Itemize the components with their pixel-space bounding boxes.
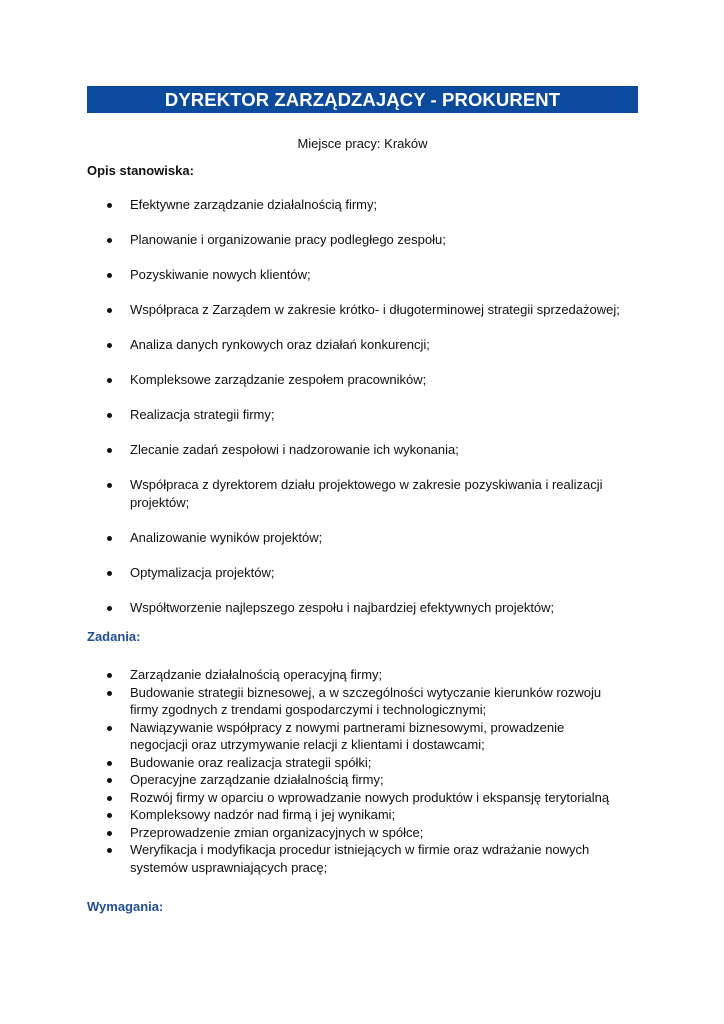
job-title-banner xyxy=(87,86,638,113)
list-item: Analizowanie wyników projektów; xyxy=(105,529,645,547)
list-item: Kompleksowe zarządzanie zespołem pracowników; xyxy=(105,371,645,389)
list-item: Efektywne zarządzanie działalnością firmy; xyxy=(105,196,645,214)
list-item: Nawiązywanie współpracy z nowymi partnerami biznesowymi, prowadzenie negocjacji oraz utrzymywanie relacji z klientami i dostawcami; xyxy=(105,719,615,754)
list-item: Zlecanie zadań zespołowi i nadzorowanie ich wykonania; xyxy=(105,441,645,459)
tasks-list xyxy=(105,666,615,876)
list-item: Współpraca z dyrektorem działu projektowego w zakresie pozyskiwania i realizacji projektów; xyxy=(105,476,645,511)
list-item: Kompleksowy nadzór nad firmą i jej wynikami; xyxy=(105,806,615,824)
list-item: Weryfikacja i modyfikacja procedur istniejących w firmie oraz wdrażanie nowych systemów usprawniających pracę; xyxy=(105,841,615,876)
requirements-heading: Wymagania: xyxy=(87,899,164,914)
list-item: Budowanie oraz realizacja strategii spółki; xyxy=(105,754,615,772)
description-heading: Opis stanowiska: xyxy=(87,163,194,178)
list-item: Optymalizacja projektów; xyxy=(105,564,645,582)
list-item: Przeprowadzenie zmian organizacyjnych w spółce; xyxy=(105,824,615,842)
list-item: Pozyskiwanie nowych klientów; xyxy=(105,266,645,284)
list-item: Realizacja strategii firmy; xyxy=(105,406,645,424)
work-location: Miejsce pracy: Kraków xyxy=(297,136,428,151)
list-item: Analiza danych rynkowych oraz działań konkurencji; xyxy=(105,336,645,354)
list-item: Współpraca z Zarządem w zakresie krótko- i długoterminowej strategii sprzedażowej; xyxy=(105,301,645,319)
job-title: DYREKTOR ZARZĄDZAJĄCY - PROKURENT xyxy=(164,88,561,110)
tasks-heading: Zadania: xyxy=(87,629,141,644)
list-item: Współtworzenie najlepszego zespołu i najbardziej efektywnych projektów; xyxy=(105,599,645,617)
description-list xyxy=(105,196,645,634)
list-item: Operacyjne zarządzanie działalnością firmy; xyxy=(105,771,615,789)
list-item: Rozwój firmy w oparciu o wprowadzanie nowych produktów i ekspansję terytorialną xyxy=(105,789,645,807)
list-item: Zarządzanie działalnością operacyjną firmy; xyxy=(105,666,615,684)
list-item: Planowanie i organizowanie pracy podległego zespołu; xyxy=(105,231,645,249)
list-item: Budowanie strategii biznesowej, a w szczególności wytyczanie kierunków rozwoju firmy zgodnych z trendami gospodarczymi i technologicznymi; xyxy=(105,684,615,719)
